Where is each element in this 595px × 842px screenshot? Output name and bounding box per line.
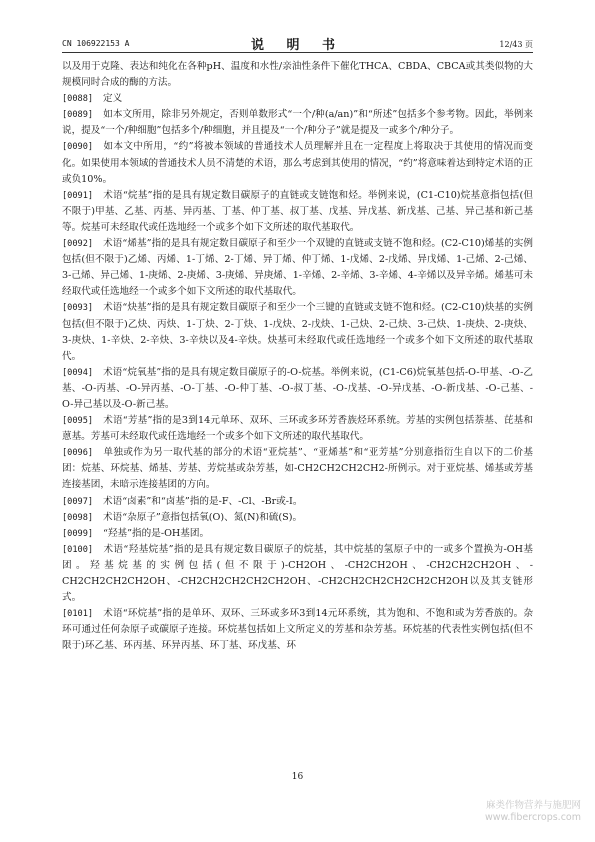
paragraph-text: 单独或作为另一取代基的部分的术语“亚烷基”、“亚烯基”和“亚芳基”分别意指衍生自以下的二价基团：烷基、环烷基、烯基、芳基、芳烷基或杂芳基，如-CH2CH2CH2CH2-所例示。对于亚烷基、烯基或芳基连接基团，未暗示连接基团的方向。 — [62, 447, 533, 491]
paragraph — [62, 365, 533, 413]
paragraph-number: [0101] — [62, 609, 94, 620]
paragraph — [62, 445, 533, 493]
paragraph-number: [0098] — [62, 512, 94, 523]
paragraph-number: [0091] — [62, 190, 94, 201]
paragraph-text: 术语“烷基”指的是具有规定数目碳原子的直链或支链饱和烃。举例来说，(C1-C10)烷基意指包括(但不限于)甲基、乙基、丙基、异丙基、丁基、仲丁基、叔丁基、戊基、异戊基、新戊基、己基、异己基和新己基等。烷基可未经取代或任选地经一个或多个如下文所述的取代基取代。 — [62, 189, 533, 233]
watermark-line-2: www.fibercrops.com — [484, 812, 581, 823]
paragraph — [62, 606, 533, 654]
paragraph-list — [62, 91, 533, 654]
paragraph-number: [0096] — [62, 448, 94, 459]
document-number: CN 106922153 A — [62, 39, 130, 48]
paragraph-number: [0097] — [62, 496, 94, 507]
watermark-line-1: 麻类作物营养与施肥网 — [485, 800, 581, 811]
intro-paragraph: 以及用于克隆、表达和纯化在各种pH、温度和水性/亲油性条件下催化THCA、CBDA、CBCA或其类似物的大规模同时合成的酶的方法。 — [62, 61, 533, 89]
paragraph — [62, 139, 533, 187]
paragraph-text: 术语“杂原子”意指包括氧(O)、氮(N)和硫(S)。 — [103, 511, 303, 523]
paragraph-number: [0093] — [62, 303, 94, 314]
paragraph-number: [0088] — [62, 94, 94, 105]
document-body — [62, 59, 533, 654]
paragraph-text: 如本文中所用，“约”将被本领域的普通技术人员理解并且在一定程度上将取决于其使用的情况而变化。如果使用本领域的普通技术人员不清楚的术语，那么考虑到其使用的情况，“约”将意味着达到特定术语的正或负10%。 — [62, 141, 533, 185]
paragraph — [62, 107, 533, 139]
paragraph — [62, 542, 533, 606]
paragraph-number: [0094] — [62, 367, 94, 378]
paragraph-text: 术语“烷氧基”指的是具有规定数目碳原子的-O-烷基。举例来说，(C1-C6)烷氧基包括-O-甲基、-O-乙基、-O-丙基、-O-异丙基、-O-丁基、-O-仲丁基、-O-叔丁基、-O-戊基、-O-异戊基、-O-新戊基、-O-己基、-O-异己基以及-O-新己基。 — [62, 366, 533, 410]
paragraph — [62, 188, 533, 236]
paragraph-text: 术语“芳基”指的是3到14元单环、双环、三环或多环芳香族烃环系统。芳基的实例包括萘基、芘基和蒽基。芳基可未经取代或任选地经一个或多个如下文所述的取代基取代。 — [62, 415, 533, 443]
paragraph-text: 如本文所用，除非另外规定，否则单数形式“一个/种(a/an)”和“所述”包括多个参考物。因此，举例来说，提及“一个/种细胞”包括多个/种细胞，并且提及“一个/种分子”就是提及一或多个/种分子。 — [62, 109, 533, 137]
paragraph-number: [0092] — [62, 239, 94, 250]
paragraph — [62, 526, 533, 542]
watermark — [485, 800, 581, 824]
paragraph — [62, 494, 533, 510]
paragraph — [62, 413, 533, 445]
paragraph — [62, 300, 533, 364]
paragraph-number: [0089] — [62, 110, 94, 121]
paragraph-number: [0090] — [62, 142, 94, 153]
paragraph — [62, 236, 533, 300]
paragraph-number: [0095] — [62, 416, 94, 427]
paragraph-text: 术语“烯基”指的是具有规定数目碳原子和至少一个双键的直链或支链不饱和烃。(C2-C10)烯基的实例包括(但不限于)乙烯、丙烯、1-丁烯、2-丁烯、异丁烯、仲丁烯、1-戊烯、2-戊烯、异戊烯、1-己烯、2-己烯、3-己烯、异己烯、1-庚烯、2-庚烯、3-庚烯、异庚烯、1-辛烯、2-辛烯、3-辛烯、4-辛烯以及异辛烯。烯基可未经取代或任选地经一个或多个如下文所述的取代基取代。 — [62, 238, 533, 298]
paragraph-text: 术语“炔基”指的是具有规定数目碳原子和至少一个三键的直链或支链不饱和烃。(C2-C10)炔基的实例包括(但不限于)乙炔、丙炔、1-丁炔、2-丁炔、1-戊炔、2-戊炔、1-己炔、2-己炔、3-己炔、1-庚炔、2-庚炔、3-庚炔、1-辛炔、2-辛炔、3-辛炔以及4-辛炔。炔基可未经取代或任选地经一个或多个如下文所述的取代基取代。 — [62, 302, 533, 362]
header-rule — [62, 52, 533, 53]
paragraph-text: 术语“卤素”和“卤基”指的是-F、-Cl、-Br或-I。 — [103, 495, 303, 507]
document-title: 说 明 书 — [250, 38, 345, 53]
paragraph-text: 术语“环烷基”指的是单环、双环、三环或多环3到14元环系统，其为饱和、不饱和或为芳香族的。杂环可通过任何杂原子或碳原子连接。环烷基包括如上文所定义的芳基和杂芳基。环烷基的代表性实例包括(但不限于)环乙基、环丙基、环异丙基、环丁基、环戊基、环 — [62, 608, 533, 652]
paragraph-number: [0100] — [62, 544, 94, 555]
paragraph-text: 术语“羟基烷基”指的是具有规定数目碳原子的烷基，其中烷基的氢原子中的一或多个置换为-OH基团。羟基烷基的实例包括(但不限于)-CH2OH、-CH2CH2OH、-CH2CH2CH2OH、-CH2CH2CH2CH2OH、-CH2CH2CH2CH2CH2OH、-CH2CH2CH2CH2CH2CH2OH以及其支链形式。 — [62, 543, 533, 604]
paragraph-text: “羟基”指的是-OH基团。 — [103, 527, 210, 539]
paragraph-number: [0099] — [62, 528, 94, 539]
page-of-total: 12/43 页 — [499, 40, 533, 49]
paragraph — [62, 91, 533, 107]
paragraph — [62, 510, 533, 526]
page-number: 16 — [291, 772, 304, 782]
page-header — [62, 34, 533, 54]
paragraph-text: 定义 — [103, 93, 123, 105]
